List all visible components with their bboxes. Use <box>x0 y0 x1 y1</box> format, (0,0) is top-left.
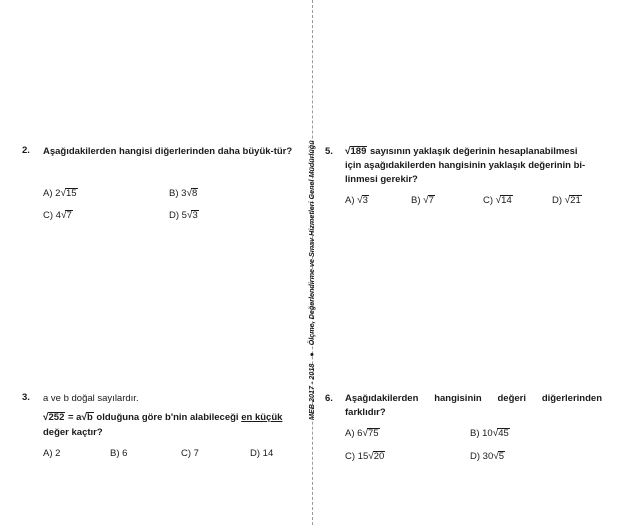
q6-option-a-radicand: 75 <box>367 428 379 439</box>
q6-option-c[interactable] <box>345 451 385 462</box>
vertical-header-svg <box>300 90 324 420</box>
q6-option-c-radicand: 20 <box>373 451 385 462</box>
q2-option-d[interactable] <box>169 210 199 221</box>
q2-option-d-radicand: 3 <box>192 210 198 221</box>
q5-option-d-radicand: 21 <box>570 195 581 206</box>
q6-option-b-coef: 10 <box>482 428 493 439</box>
q6-text: Aşağıdakilerden hangisinin değeri diğerlerinden farklıdır? <box>345 393 602 418</box>
root-symbol: √ <box>492 428 499 439</box>
q3-radicand-b: b <box>86 412 93 423</box>
q2-option-a-label: A) <box>43 188 53 199</box>
q3-number: 3. <box>22 392 30 403</box>
q5-line1-text: sayısının yaklaşık değerinin hesaplanabilmesi <box>367 146 578 157</box>
q3-line2-text: olduğuna göre b'nin alabileceği <box>93 412 242 423</box>
q5-line3: linmesi gerekir? <box>345 174 418 185</box>
q3-radicand-left: 252 <box>48 412 65 423</box>
q5-option-b-label: B) <box>411 195 421 206</box>
header-dot: ● <box>307 352 316 357</box>
q3-option-c[interactable] <box>181 448 199 459</box>
q3-line3: değer kaçtır? <box>43 427 103 438</box>
q6-option-b-radicand: 45 <box>498 428 509 439</box>
root-symbol: √ <box>186 210 193 221</box>
q3-option-d-value: 14 <box>262 448 274 459</box>
root-symbol: √ <box>345 146 351 157</box>
q2-option-c-label: C) <box>43 210 54 221</box>
q5-radicand: 189 <box>350 146 367 157</box>
q3-option-b-value: 6 <box>122 448 128 459</box>
q5-option-a[interactable] <box>345 195 369 206</box>
q5-option-b[interactable] <box>411 195 435 206</box>
q2-text: Aşağıdakilerden hangisi diğerlerinden daha büyük-tür? <box>43 146 293 157</box>
q5-line1 <box>345 145 578 159</box>
q2-option-a-radicand: 15 <box>65 188 77 199</box>
q3-option-d[interactable] <box>250 448 273 459</box>
q2-option-c-radicand: 7 <box>66 210 72 221</box>
q5-option-d-label: D) <box>552 195 563 206</box>
q3-line2 <box>43 411 282 425</box>
root-symbol: √ <box>357 195 363 206</box>
root-symbol: √ <box>495 195 502 206</box>
q5-option-a-radicand: 3 <box>362 195 368 206</box>
q3-line1: a ve b doğal sayılardır. <box>43 393 139 404</box>
root-symbol: √ <box>186 188 192 199</box>
q6-option-d-coef: 30 <box>482 451 494 462</box>
q3-option-a-value: 2 <box>55 448 61 459</box>
q6-option-c-label: C) <box>345 451 356 462</box>
header-org: MEB 2017 - 2018 <box>307 363 316 420</box>
root-symbol: √ <box>43 412 49 423</box>
q2-number: 2. <box>22 145 30 156</box>
q5-option-c-label: C) <box>483 195 494 206</box>
root-symbol: √ <box>362 428 368 439</box>
q6-option-d[interactable] <box>470 451 505 462</box>
svg-text:MEB 2017 - 2018 ● <box>307 140 316 420</box>
q3-option-a-label: A) <box>43 448 53 459</box>
q2-option-a-coef: 2 <box>55 188 61 199</box>
q3-option-c-value: 7 <box>193 448 199 459</box>
vertical-header <box>300 90 324 420</box>
q6-number: 6. <box>325 393 333 404</box>
q5-option-a-label: A) <box>345 195 355 206</box>
q6-option-b-label: B) <box>470 428 480 439</box>
q5-number: 5. <box>325 146 333 157</box>
q3-emphasis: en küçük <box>241 412 283 423</box>
q2-option-c[interactable] <box>43 210 73 221</box>
q3-option-d-label: D) <box>250 448 261 459</box>
q3-option-b[interactable] <box>110 448 127 459</box>
q6-option-a[interactable] <box>345 428 380 439</box>
q2-option-b[interactable] <box>169 188 198 199</box>
q6-option-a-label: A) <box>345 428 355 439</box>
q2-option-b-radicand: 8 <box>191 188 198 199</box>
q3-option-a[interactable] <box>43 448 60 459</box>
q3-equals: = a <box>65 412 82 423</box>
q3-option-c-label: C) <box>181 448 192 459</box>
q6-option-b[interactable] <box>470 428 510 439</box>
header-dept: Ölçme, Değerlendirme ve Sınav Hizmetleri Genel Müdürlüğü <box>307 140 316 346</box>
q5-option-b-radicand: 7 <box>428 195 434 206</box>
root-symbol: √ <box>368 451 374 462</box>
q2-option-d-coef: 5 <box>181 210 187 221</box>
root-symbol: √ <box>60 188 66 199</box>
q5-option-c-radicand: 14 <box>501 195 512 206</box>
q2-option-a[interactable] <box>43 188 78 199</box>
root-symbol: √ <box>423 195 429 206</box>
q6-option-c-coef: 15 <box>357 451 369 462</box>
q3-option-b-label: B) <box>110 448 120 459</box>
root-symbol: √ <box>493 451 499 462</box>
q2-option-d-label: D) <box>169 210 180 221</box>
q6-option-a-coef: 6 <box>357 428 363 439</box>
q6-option-d-label: D) <box>470 451 481 462</box>
q2-option-b-label: B) <box>169 188 179 199</box>
q5-line2: için aşağıdakilerden hangisinin yaklaşık değerinin bi- <box>345 160 586 171</box>
q2-option-c-coef: 4 <box>55 210 61 221</box>
root-symbol: √ <box>60 210 67 221</box>
q5-option-c[interactable] <box>483 195 513 206</box>
q6-option-d-radicand: 5 <box>498 451 505 462</box>
root-symbol: √ <box>81 412 87 423</box>
q2-option-b-coef: 3 <box>181 188 187 199</box>
root-symbol: √ <box>564 195 571 206</box>
q5-option-d[interactable] <box>552 195 582 206</box>
